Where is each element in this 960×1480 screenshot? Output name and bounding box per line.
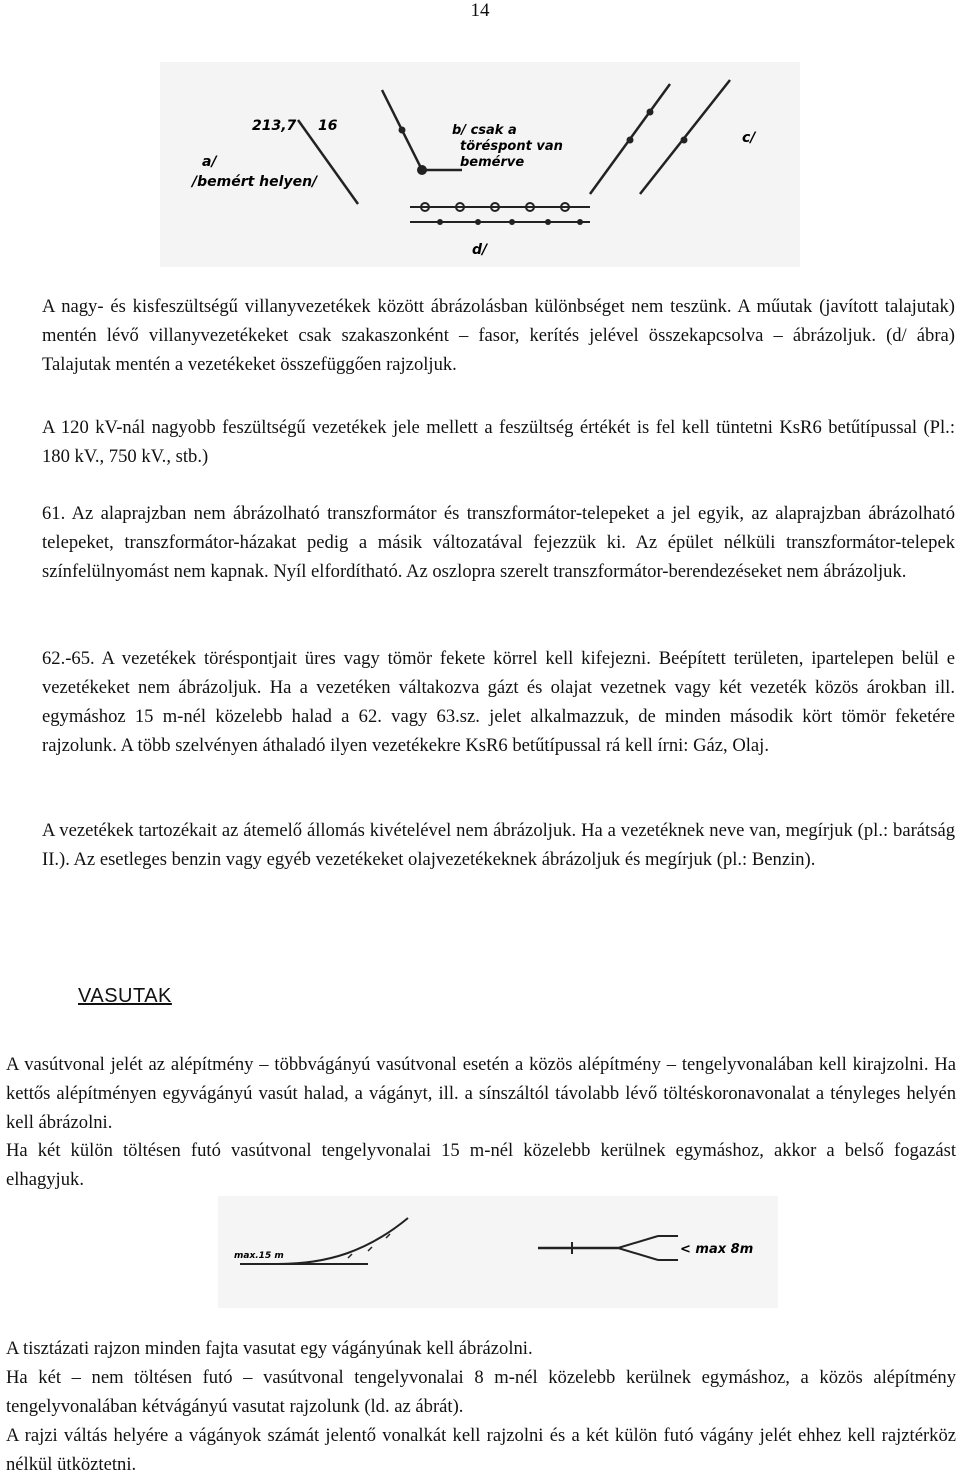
paragraph-power-lines: A nagy- és kisfeszültségű villanyvezetékek között ábrázolásban különbséget nem teszünk. A műutak (javított talajutak) mentén lévő villanyvezetékeket csak szakaszonként – fasor, kerítés jelével összekapcsolva – ábrázoljuk. (d/ ábra) Talajutak mentén a vezetékeket összefüggően rajzoljuk. [42,296,955,375]
line-c-marker-1 [647,109,654,116]
paragraph-62-65-pipelines: 62.-65. A vezetékek töréspontjait üres vagy tömör fekete körrel kell kifejezni. Beépített területen, ipartelepen belül e vezetékeket nem ábrázoljuk. Ha a vezetéken váltakozva gázt és olajat vezetnek vagy két vezeték közös árokban ill. egymáshoz 15 m-nél közelebb halad a 62. vagy 63.sz. jelet alkalmazzuk, de minden második kört tömör feketére rajzolunk. A több szelvényen áthaladó ilyen vezetékekre KsR6 betűtípussal rá kell írni: Gáz, Olaj. [42,648,955,756]
label-a-values: 213,7 [252,118,297,134]
paragraph-pipeline-accessories: A vezetékek tartozékait az átemelő állomás kivételével nem ábrázoljuk. Ha a vezetéknek neve van, megírjuk (pl.: barátság II.). Az esetleges benzin vagy egyéb vezetékeket olajvezetékeknek ábrázoljuk és megírjuk (pl.: Benzin). [42,820,955,870]
d-dot-2 [475,219,481,225]
d-dot-5 [577,219,583,225]
railway-final-paragraphs [6,1334,956,1479]
line-c-marker-2 [627,137,634,144]
label-b-2: töréspont van [460,139,563,154]
paragraph-railway-8m: Ha két – nem töltésen futó – vasútvonal tengelyvonalai 8 m-nél közelebb kerülnek egymáshoz, a közös alépítmény tengelyvonalában kétvágányú vasutat rajzolunk (ld. az ábrát). [6,1367,956,1417]
label-d: d/ [472,242,488,258]
paragraph-switch: A rajzi váltás helyére a vágányok számát jelentő vonalkát kell rajzolni és a két külön futó vágány jelét ehhez kell rajztérköz nélkül ütköztetni. [6,1425,956,1475]
d-dot-3 [509,219,515,225]
d-dot-1 [437,219,443,225]
label-b-1: b/ csak a [452,123,517,138]
paragraph-voltage: A 120 kV-nál nagyobb feszültségű vezetékek jele mellett a feszültség értékét is fel kell tüntetni KsR6 betűtípussal (Pl.: 180 kV., 750 kV., stb.) [42,417,955,467]
line-c-marker-3 [681,137,688,144]
paragraph-railway-axis: A vasútvonal jelét az alépítmény – többvágányú vasútvonal esetén a közös alépítmény – tengelyvonalában kell kirajzolni. Ha kettős alépítményen egyvágányú vasút halad, a vágányt, ill. a sínszáltól távolabb lévő töltéskoronavonalat a tényleges helyén kell ábrázolni. [6,1054,956,1133]
label-max-15m: max.15 m [234,1251,284,1261]
paragraph-61-transformers: 61. Az alaprajzban nem ábrázolható transzformátor és transzformátor-telepeket a jel egyik, az alaprajzban ábrázolható telepeket, transzformátor-házakat pedig a másik változatával fejezzük ki. Az épület nélküli transzformátor-telepek színfelülnyomást nem kapnak. Nyíl elfordítható. Az oszlopra szerelt transzformátor-berendezéseket nem ábrázoljuk. [42,503,955,582]
section-heading-railways: VASUTAK [78,985,172,1007]
label-a-2: /bemért helyen/ [192,174,318,190]
label-b-3: bemérve [460,155,525,170]
power-line-figure [160,62,800,267]
label-c: c/ [742,130,756,146]
paragraph-railway-15m: Ha két külön töltésen futó vasútvonal tengelyvonalai 15 m-nél közelebb kerülnek egymáshoz, akkor a belső fogazást elhagyjuk. [6,1140,956,1190]
line-b-marker [399,127,406,134]
d-dot-4 [545,219,551,225]
paragraph-single-track: A tisztázati rajzon minden fajta vasutat egy vágányúnak kell ábrázolni. [6,1338,533,1359]
break-point-b [417,165,427,175]
label-a-values2: 16 [318,118,338,134]
page-number: 14 [470,0,490,21]
railway-figure [218,1196,778,1308]
label-a-1: a/ [202,154,217,170]
label-max-8m: < max 8m [680,1242,754,1257]
